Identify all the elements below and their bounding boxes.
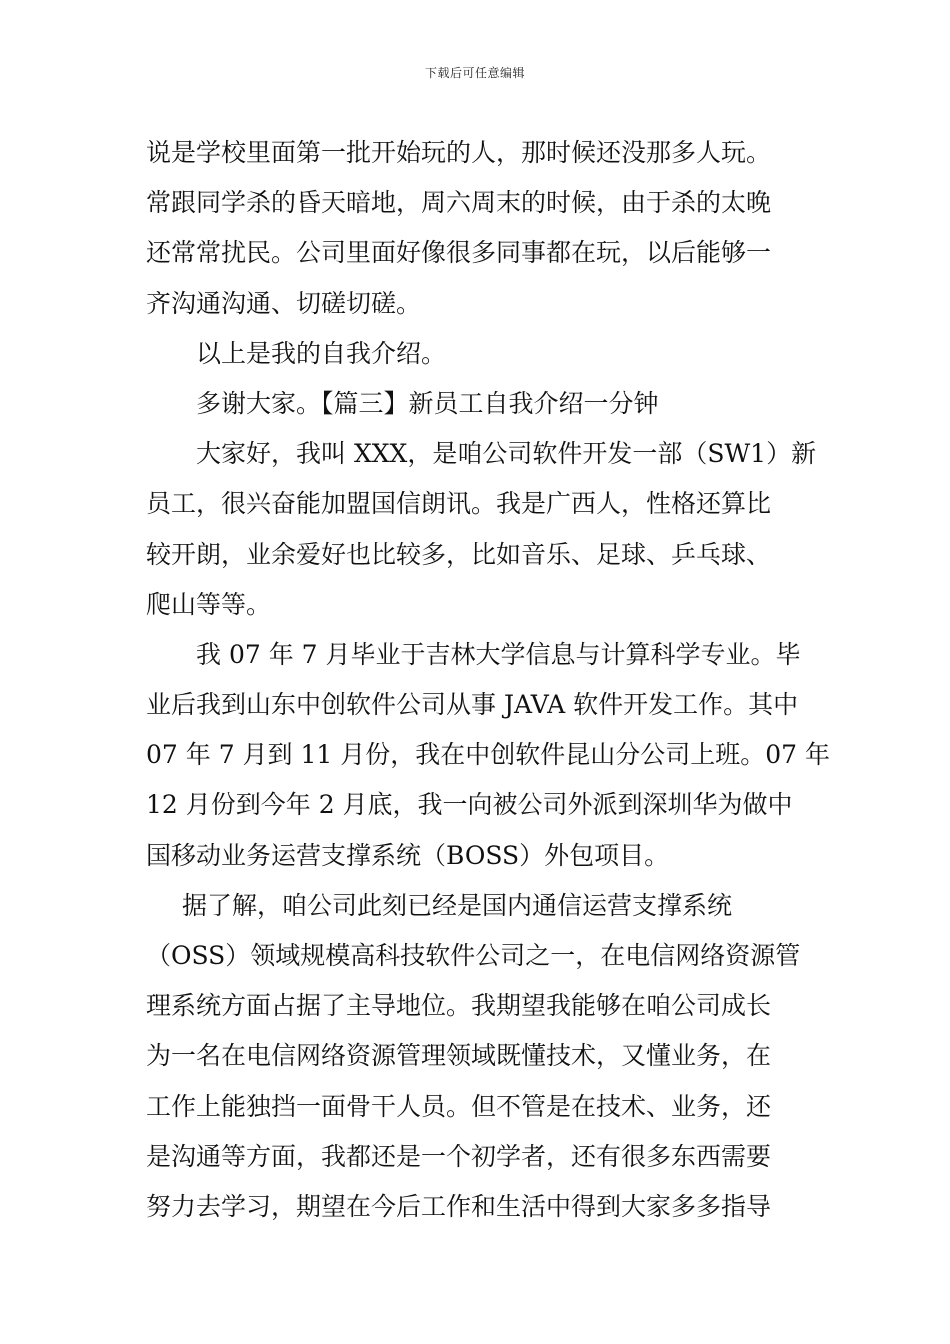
text-line: 较开朗，业余爱好也比较多，比如音乐、足球、乒乓球、 — [146, 539, 772, 569]
paragraph-line: 大家好，我叫 XXX，是咱公司软件开发一部（SW1）新 — [196, 439, 817, 469]
text-line: 努力去学习，期望在今后工作和生活中得到大家多多指导 — [146, 1191, 772, 1221]
text-line: 爬山等等。 — [146, 589, 272, 619]
paragraph-line: 我 07 年 7 月毕业于吉林大学信息与计算科学专业。毕 — [196, 639, 801, 669]
text-line: 工作上能独挡一面骨干人员。但不管是在技术、业务，还 — [146, 1091, 772, 1121]
page-header-note: 下载后可任意编辑 — [424, 66, 525, 80]
paragraph-line: 据了解，咱公司此刻已经是国内通信运营支撑系统 — [182, 890, 733, 920]
text-line: 07 年 7 月到 11 月份，我在中创软件昆山分公司上班。07 年 — [146, 740, 831, 770]
text-line: （OSS）领域规模高科技软件公司之一，在电信网络资源管 — [146, 941, 801, 970]
text-line: 为一名在电信网络资源管理领域既懂技术，又懂业务，在 — [146, 1041, 772, 1071]
text-line: 说是学校里面第一批开始玩的人，那时候还没那多人玩。 — [146, 138, 772, 167]
text-line: 理系统方面占据了主导地位。我期望我能够在咱公司成长 — [146, 991, 772, 1021]
text-line: 齐沟通沟通、切磋切磋。 — [146, 288, 422, 318]
text-line: 是沟通等方面，我都还是一个初学者，还有很多东西需要 — [146, 1141, 772, 1171]
document-body — [146, 128, 831, 1232]
text-line: 12 月份到今年 2 月底，我一向被公司外派到深圳华为做中 — [146, 790, 793, 820]
text-line: 还常常扰民。公司里面好像很多同事都在玩，以后能够一 — [146, 238, 772, 268]
text-line: 常跟同学杀的昏天暗地，周六周末的时候，由于杀的太晚 — [146, 188, 772, 218]
text-line: 国移动业务运营支撑系统（BOSS）外包项目。 — [146, 840, 670, 870]
paragraph-line: 多谢大家。【篇三】新员工自我介绍一分钟 — [196, 388, 659, 418]
paragraph-line: 以上是我的自我介绍。 — [196, 338, 447, 368]
text-line: 业后我到山东中创软件公司从事 JAVA 软件开发工作。其中 — [146, 690, 799, 720]
text-line: 员工，很兴奋能加盟国信朗讯。我是广西人，性格还算比 — [146, 489, 772, 519]
